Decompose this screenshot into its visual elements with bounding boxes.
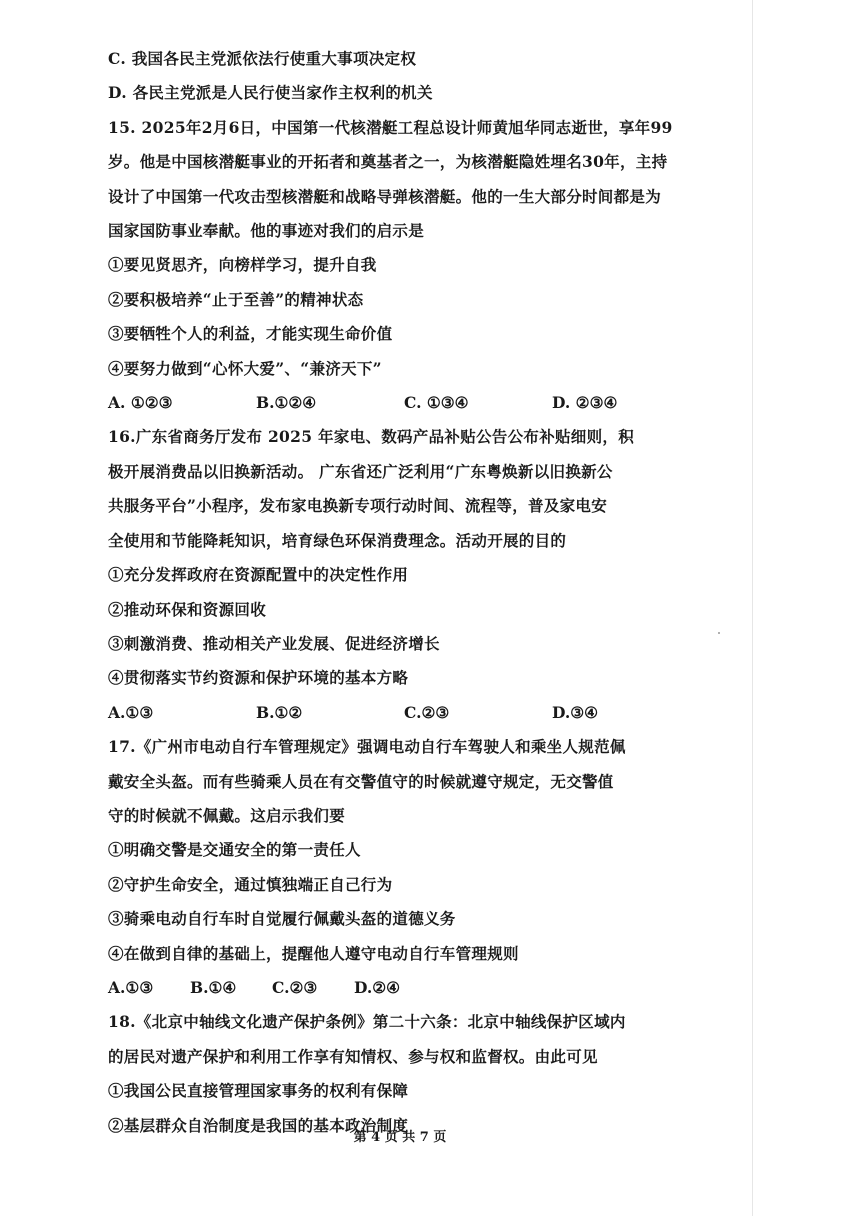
q16-stem-line: 极开展消费品以旧换新活动。 广东省还广泛利用“广东粤焕新以旧换新公 <box>108 461 613 481</box>
q15-item: ②要积极培养“止于至善”的精神状态 <box>108 289 364 309</box>
q17-option-c: C.②③ <box>272 977 318 997</box>
q17-item: ②守护生命安全，通过慎独端正自己行为 <box>108 874 393 894</box>
q17-item: ①明确交警是交通安全的第一责任人 <box>108 840 361 860</box>
q17-options <box>108 971 708 1005</box>
q16-stem-line: 16.广东省商务厅发布 2025 年家电、数码产品补贴公告公布补贴细则，积 <box>108 427 634 447</box>
exam-content <box>108 42 708 1143</box>
q17-item: ④在做到自律的基础上，提醒他人遵守电动自行车管理规则 <box>108 943 519 963</box>
question-18 <box>108 1005 708 1143</box>
q15-option-b: B.①②④ <box>256 393 317 413</box>
page-footer: 第 4 页 共 7 页 <box>353 1130 447 1145</box>
q15-option-a: A. ①②③ <box>108 393 173 413</box>
q16-option-c: C.②③ <box>404 702 450 722</box>
page-edge <box>752 0 753 1216</box>
q15-item: ①要见贤思齐，向榜样学习，提升自我 <box>108 255 377 275</box>
q17-option-a: A.①③ <box>108 977 154 997</box>
prev-option-d: D. 各民主党派是人民行使当家作主权利的机关 <box>108 83 433 103</box>
q15-options <box>108 386 708 420</box>
q16-item: ②推动环保和资源回收 <box>108 599 267 619</box>
q16-stem-line: 共服务平台”小程序，发布家电换新专项行动时间、流程等，普及家电安 <box>108 496 608 516</box>
q15-stem-line: 15. 2025年2月6日，中国第一代核潜艇工程总设计师黄旭华同志逝世，享年99 <box>108 117 673 137</box>
q18-stem-line: 18.《北京中轴线文化遗产保护条例》第二十六条：北京中轴线保护区域内 <box>108 1012 626 1032</box>
q17-stem-line: 戴安全头盔。而有些骑乘人员在有交警值守的时候就遵守规定，无交警值 <box>108 771 614 791</box>
q17-stem-line: 守的时候就不佩戴。这启示我们要 <box>108 805 346 825</box>
q17-option-d: D.②④ <box>354 977 401 997</box>
q17-stem-line: 17.《广州市电动自行车管理规定》强调电动自行车驾驶人和乘坐人规范佩 <box>108 737 626 757</box>
q15-stem-line: 国家国防事业奉献。他的事迹对我们的启示是 <box>108 221 425 241</box>
q16-option-a: A.①③ <box>108 702 154 722</box>
q15-stem-line: 岁。他是中国核潜艇事业的开拓者和奠基者之一，为核潜艇隐姓埋名30年，主持 <box>108 152 668 172</box>
q17-item: ③骑乘电动自行车时自觉履行佩戴头盔的道德义务 <box>108 909 456 929</box>
q17-option-b: B.①④ <box>190 977 237 997</box>
question-15 <box>108 111 708 421</box>
q15-stem-line: 设计了中国第一代攻击型核潜艇和战略导弹核潜艇。他的一生大部分时间都是为 <box>108 186 662 206</box>
q15-item: ④要努力做到“心怀大爱”、“兼济天下” <box>108 358 382 378</box>
q16-option-b: B.①② <box>256 702 303 722</box>
q15-option-c: C. ①③④ <box>404 393 469 413</box>
q15-item: ③要牺牲个人的利益，才能实现生命价值 <box>108 324 393 344</box>
q18-item: ②基层群众自治制度是我国的基本政治制度 <box>108 1115 409 1135</box>
scan-speck <box>718 632 720 634</box>
q18-item: ①我国公民直接管理国家事务的权利有保障 <box>108 1081 409 1101</box>
q16-item: ①充分发挥政府在资源配置中的决定性作用 <box>108 565 409 585</box>
q15-option-d: D. ②③④ <box>552 393 618 413</box>
prev-option-c: C. 我国各民主党派依法行使重大事项决定权 <box>108 49 417 68</box>
q16-item: ④贯彻落实节约资源和保护环境的基本方略 <box>108 668 409 688</box>
q16-item: ③刺激消费、推动相关产业发展、促进经济增长 <box>108 633 440 653</box>
question-17 <box>108 730 708 1005</box>
q16-options <box>108 696 708 730</box>
question-16 <box>108 420 708 730</box>
q16-stem-line: 全使用和节能降耗知识，培育绿色环保消费理念。活动开展的目的 <box>108 530 567 550</box>
q18-stem-line: 的居民对遗产保护和利用工作享有知情权、参与权和监督权。由此可见 <box>108 1046 598 1066</box>
q16-option-d: D.③④ <box>552 702 599 722</box>
